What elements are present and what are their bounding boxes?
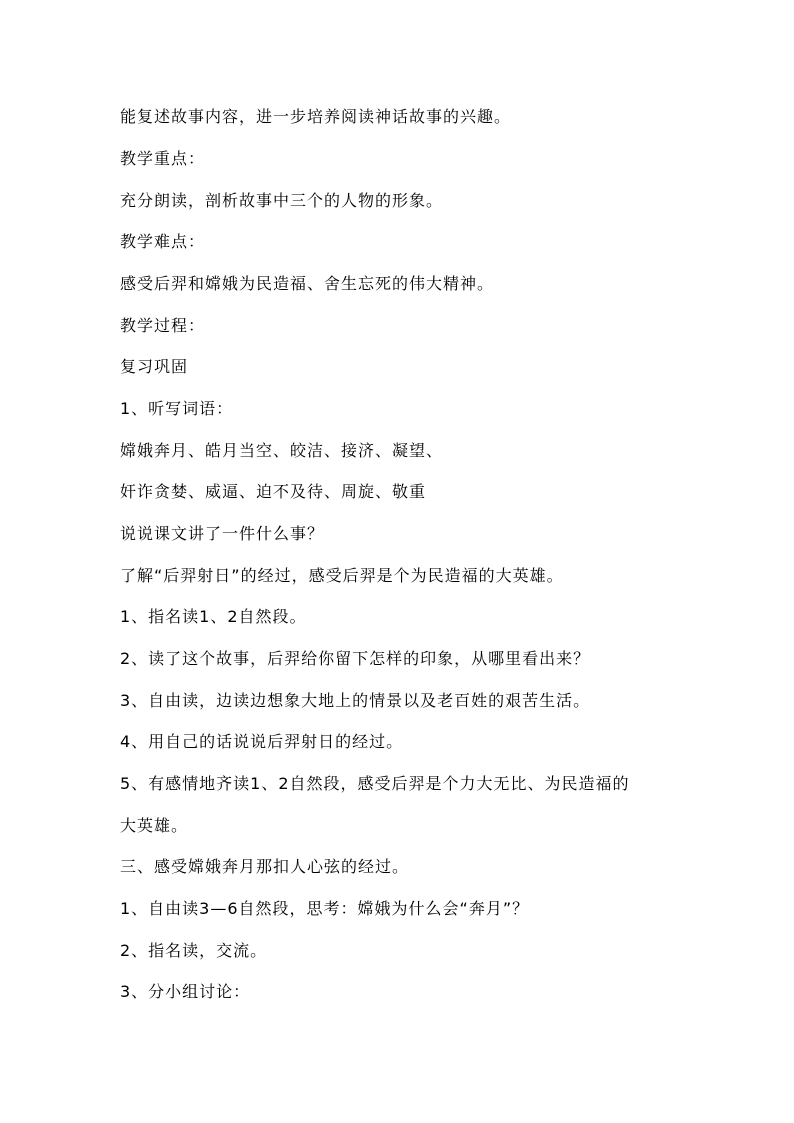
list-item: 2、读了这个故事，后羿给你留下怎样的印象，从哪里看出来？	[120, 649, 591, 668]
list-item: 2、指名读，交流。	[120, 941, 268, 960]
list-item: 1、听写词语：	[120, 399, 234, 418]
list-item: 3、自由读，边读边想象大地上的情景以及老百姓的艰苦生活。	[120, 691, 591, 710]
text-line: 说说课文讲了一件什么事？	[120, 524, 325, 543]
section-heading: 三、感受嫦娥奔月那扣人心弦的经过。	[120, 857, 410, 876]
text-line: 充分朗读，剖析故事中三个的人物的形象。	[120, 191, 444, 210]
list-item: 1、自由读3—6自然段，思考：嫦娥为什么会“奔月”？	[120, 899, 530, 918]
heading-teaching-focus: 教学重点：	[120, 149, 206, 168]
list-item: 1、指名读1、2自然段。	[120, 607, 307, 626]
list-item: 5、有感情地齐读1、2自然段，感受后羿是个力大无比、为民造福的	[120, 774, 630, 793]
section-review: 复习巩固	[120, 357, 189, 376]
list-item-continuation: 大英雄。	[120, 816, 189, 835]
heading-teaching-process: 教学过程：	[120, 316, 206, 335]
heading-teaching-difficulty: 教学难点：	[120, 232, 206, 251]
list-item: 4、用自己的话说说后羿射日的经过。	[120, 732, 404, 751]
text-line: 感受后羿和嫦娥为民造福、舍生忘死的伟大精神。	[120, 274, 495, 293]
section-heading: 了解“后羿射日”的经过，感受后羿是个为民造福的大英雄。	[120, 566, 564, 585]
list-item: 3、分小组讨论：	[120, 982, 251, 1001]
vocabulary-line: 嫦娥奔月、皓月当空、皎洁、接济、凝望、	[120, 441, 444, 460]
text-line: 能复述故事内容，进一步培养阅读神话故事的兴趣。	[120, 107, 512, 126]
vocabulary-line: 奸诈贪婪、威逼、迫不及待、周旋、敬重	[120, 482, 427, 501]
